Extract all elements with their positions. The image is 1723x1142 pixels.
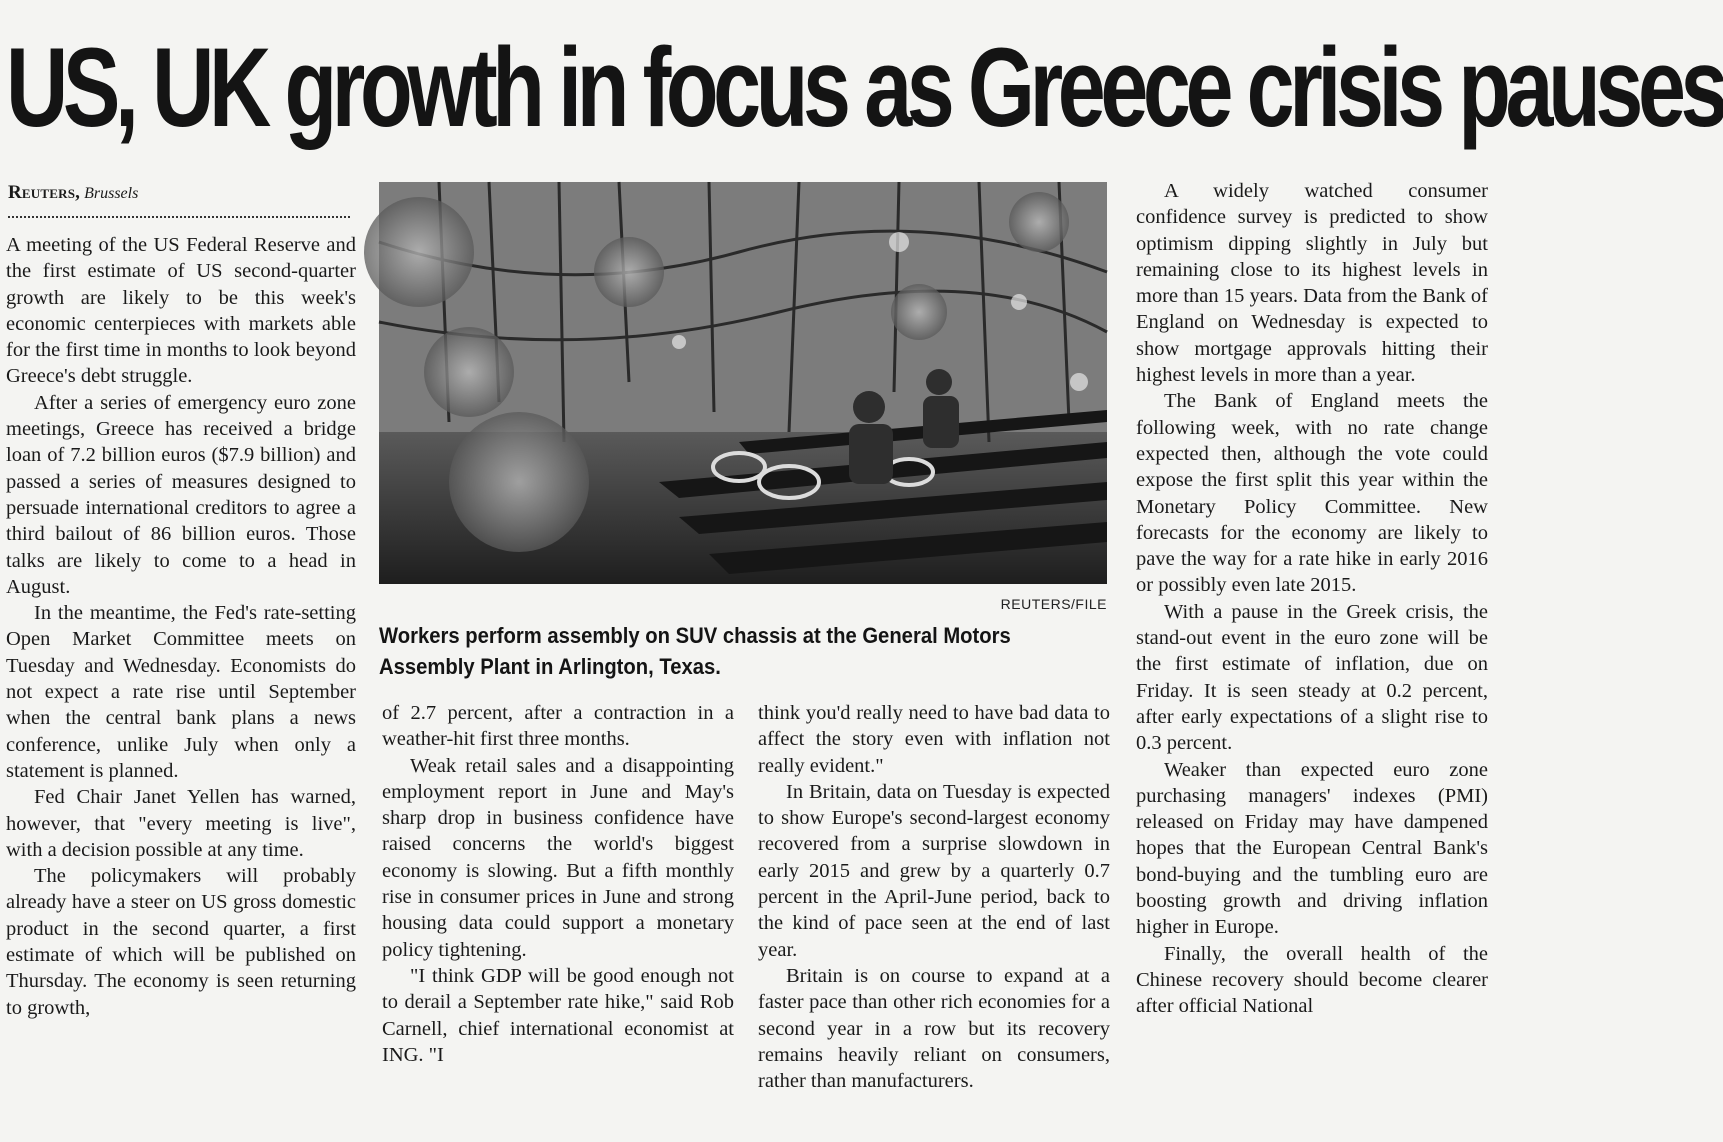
article-column-2 bbox=[382, 700, 734, 1068]
byline-divider bbox=[8, 216, 350, 218]
paragraph: The policymakers will probably already have a steer on US gross domestic product in the second quarter, a first estimate of which will be published on Thursday. The economy is seen returning to growth, bbox=[6, 865, 356, 1019]
paragraph: Finally, the overall health of the Chinese recovery should become clearer after official National bbox=[1136, 942, 1488, 1018]
paragraph: of 2.7 percent, after a contraction in a weather-hit first three months. bbox=[382, 702, 734, 751]
factory-photo bbox=[379, 182, 1107, 584]
paragraph: After a series of emergency euro zone meetings, Greece has received a bridge loan of 7.2 billion euros ($7.9 billion) and passed a series of measures designed to persuade international creditors to agree a third bailout of 86 billion euros. Those talks are likely to come to a head in August. bbox=[6, 391, 356, 598]
paragraph: The Bank of England meets the following week, with no rate change expected then, although the vote could expose the first split this year within the Monetary Policy Committee. New forecasts for the economy are likely to pave the way for a rate hike in early 2016 or possibly even late 2015. bbox=[1136, 390, 1488, 597]
headline: US, UK growth in focus as Greece crisis pauses bbox=[6, 25, 1723, 150]
byline bbox=[8, 180, 354, 207]
paragraph: Weak retail sales and a disappointing employment report in June and May's sharp drop in business confidence have raised concerns the world's biggest economy is slowing. But a fifth monthly rise in consumer prices in June and strong housing data could support a monetary policy tightening. bbox=[382, 754, 734, 961]
paragraph: A widely watched consumer confidence survey is predicted to show optimism dipping slightly in July but remaining close to its highest levels in more than 15 years. Data from the Bank of England on Wednesday is expected to show mortgage approvals hitting their highest levels in more than a year. bbox=[1136, 180, 1488, 387]
paragraph: In Britain, data on Tuesday is expected to show Europe's second-largest economy recovered from a surprise slowdown in early 2015 and grew by a quarterly 0.7 percent in the April-June period, back to the kind of pace seen at the end of last year. bbox=[758, 780, 1110, 961]
paragraph: think you'd really need to have bad data to affect the story even with inflation not really evident." bbox=[758, 702, 1110, 777]
paragraph: With a pause in the Greek crisis, the stand-out event in the euro zone will be the first estimate of inflation, due on Friday. It is seen steady at 0.2 percent, after early expectations of a slight rise to 0.3 percent. bbox=[1136, 600, 1488, 755]
photo-credit: REUTERS/FILE bbox=[1000, 596, 1107, 612]
article-column-1 bbox=[6, 232, 356, 1021]
photo-caption: Workers perform assembly on SUV chassis at the General Motors Assembly Plant in Arlington, Texas. bbox=[379, 623, 1011, 679]
paragraph: "I think GDP will be good enough not to derail a September rate hike," said Rob Carnell, chief international economist at ING. "I bbox=[382, 964, 734, 1066]
paragraph: In the meantime, the Fed's rate-setting Open Market Committee meets on Tuesday and Wednesday. Economists do not expect a rate rise until September when the central bank plans a news conference, unlike July when only a statement is planned. bbox=[6, 602, 356, 782]
article-column-4 bbox=[1136, 178, 1488, 1020]
paragraph: Britain is on course to expand at a faster pace than other rich economies for a second year in a row but its recovery remains heavily reliant on consumers, rather than manufacturers. bbox=[758, 964, 1110, 1093]
paragraph: Fed Chair Janet Yellen has warned, however, that "every meeting is live", with a decision possible at any time. bbox=[6, 786, 356, 861]
byline-place: Brussels bbox=[84, 185, 139, 202]
paragraph: A meeting of the US Federal Reserve and the first estimate of US second-quarter growth are likely to be this week's economic centerpieces with markets able for the first time in months to look beyond Greece's debt struggle. bbox=[6, 234, 356, 388]
paragraph: Weaker than expected euro zone purchasing managers' indexes (PMI) released on Friday may have dampened hopes that the European Central Bank's bond-buying and the tumbling euro are boosting growth and driving inflation higher in Europe. bbox=[1136, 758, 1488, 939]
byline-agency: Reuters, bbox=[8, 182, 81, 203]
article-column-3 bbox=[758, 700, 1110, 1094]
factory-photo-illustration bbox=[379, 182, 1107, 584]
